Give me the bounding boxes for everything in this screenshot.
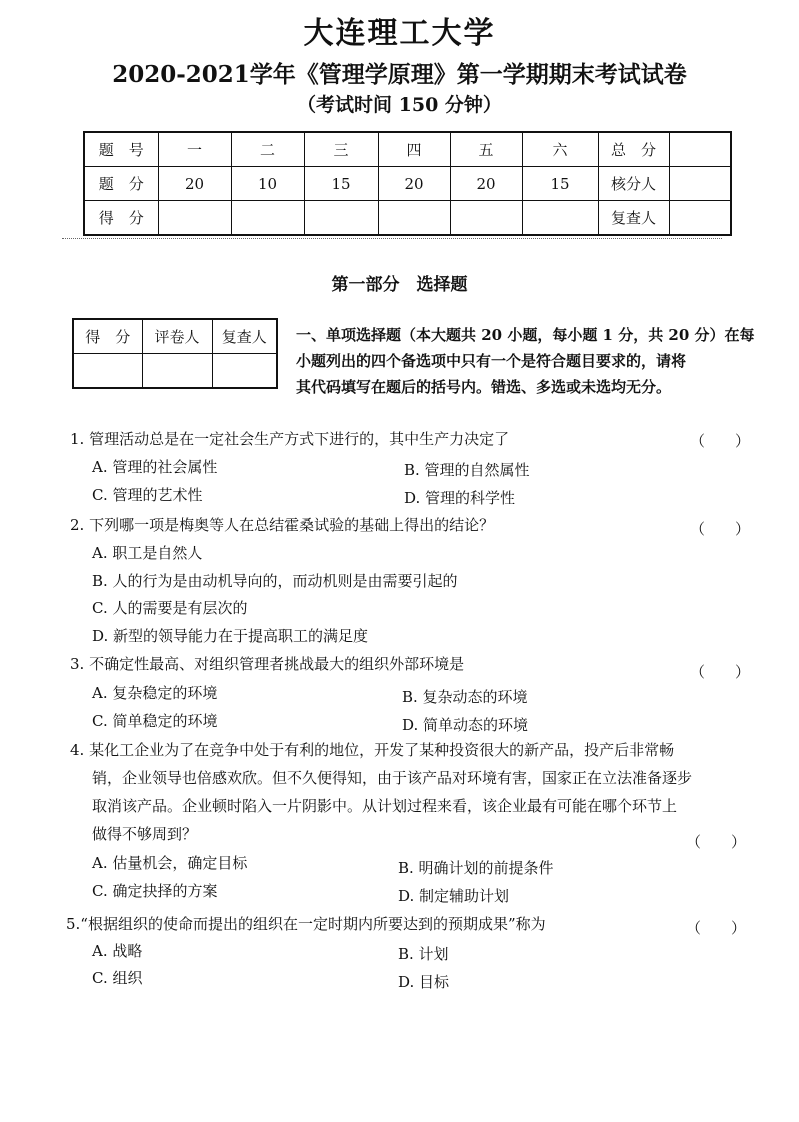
score-cell: 复查人	[598, 201, 669, 236]
question-4-stem-line: 做得不够周到？	[92, 825, 198, 843]
question-1-option-d: D. 管理的科学性	[404, 489, 516, 507]
score-cell: 20	[158, 167, 231, 201]
score-cell: 五	[450, 132, 522, 167]
score-cell: 四	[378, 132, 450, 167]
answer-blank[interactable]: （ ）	[690, 432, 751, 450]
question-2-option-d: D. 新型的领导能力在于提高职工的满足度	[92, 627, 369, 645]
score-cell: 一	[158, 132, 231, 167]
question-3-option-c: C. 简单稳定的环境	[92, 712, 218, 730]
score-table	[83, 131, 732, 236]
score-cell: 得 分	[84, 201, 158, 236]
question-4-option-c: C. 确定抉择的方案	[92, 882, 218, 900]
score-cell: 10	[231, 167, 304, 201]
section-instruction	[296, 322, 756, 400]
question-1-option-c: C. 管理的艺术性	[92, 486, 203, 504]
exam-title: 2020-2021学年《管理学原理》第一学期期末考试试卷	[112, 61, 687, 88]
score-cell: 15	[522, 167, 598, 201]
instruction-line: 小题列出的四个备选项中只有一个是符合题目要求的，请将	[296, 352, 687, 370]
question-5-option-c: C. 组织	[92, 969, 143, 987]
score-cell[interactable]	[158, 201, 231, 236]
question-4-stem-line: 销，企业领导也倍感欢欣。但不久便得知，由于该产品对环境有害，国家正在立法准备逐步	[92, 769, 693, 787]
score-cell[interactable]	[669, 167, 731, 201]
question-4-stem-line: 取消该产品。企业顿时陷入一片阴影中。从计划过程来看，该企业最有可能在哪个环节上	[92, 797, 678, 815]
score-row-score	[84, 201, 731, 236]
exam-time: （考试时间 150 分钟）	[297, 94, 502, 116]
score-cell[interactable]	[231, 201, 304, 236]
question-1-option-b: B. 管理的自然属性	[404, 461, 530, 479]
question-2-option-c: C. 人的需要是有层次的	[92, 599, 248, 617]
score-cell[interactable]	[522, 201, 598, 236]
question-3-option-b: B. 复杂动态的环境	[402, 688, 528, 706]
answer-blank[interactable]: （ ）	[686, 919, 747, 937]
question-4-option-b: B. 明确计划的前提条件	[398, 859, 554, 877]
grader-cell[interactable]	[212, 354, 277, 389]
grader-header: 评卷人	[142, 319, 212, 354]
grader-header: 复查人	[212, 319, 277, 354]
score-cell: 20	[378, 167, 450, 201]
score-row-question-number	[84, 132, 731, 167]
question-3-option-d: D. 简单动态的环境	[402, 716, 529, 734]
question-2-option-a: A. 职工是自然人	[92, 544, 203, 562]
score-cell: 总 分	[598, 132, 669, 167]
score-cell: 核分人	[598, 167, 669, 201]
question-4-option-a: A. 估量机会，确定目标	[92, 854, 248, 872]
score-cell: 二	[231, 132, 304, 167]
score-cell: 三	[304, 132, 378, 167]
question-5-option-b: B. 计划	[398, 945, 449, 963]
question-1-option-a: A. 管理的社会属性	[92, 458, 218, 476]
score-cell[interactable]	[378, 201, 450, 236]
grader-table	[72, 318, 278, 389]
question-4-option-d: D. 制定辅助计划	[398, 887, 510, 905]
score-cell: 20	[450, 167, 522, 201]
grader-header: 得 分	[73, 319, 142, 354]
score-cell: 15	[304, 167, 378, 201]
score-cell: 题 号	[84, 132, 158, 167]
score-cell[interactable]	[669, 132, 731, 167]
question-5-option-d: D. 目标	[398, 973, 450, 991]
grader-cell[interactable]	[73, 354, 142, 389]
question-5-stem: 5.“根据组织的使命而提出的组织在一定时期内所要达到的预期成果”称为	[66, 915, 546, 933]
university-name: 大连理工大学	[303, 16, 496, 51]
instruction-line: 其代码填写在题后的括号内。错选、多选或未选均无分。	[296, 378, 672, 396]
question-1-stem: 1. 管理活动总是在一定社会生产方式下进行的，其中生产力决定了	[70, 430, 510, 448]
instruction-line: 一、单项选择题（本大题共 20 小题，每小题 1 分，共 20 分）在每	[296, 326, 755, 344]
part-title: 第一部分 选择题	[331, 275, 468, 295]
question-2-option-b: B. 人的行为是由动机导向的，而动机则是由需要引起的	[92, 572, 458, 590]
answer-blank[interactable]: （ ）	[690, 663, 751, 681]
question-3-stem: 3. 不确定性最高、对组织管理者挑战最大的组织外部环境是	[70, 655, 465, 673]
score-row-points	[84, 167, 731, 201]
question-5-option-a: A. 战略	[92, 942, 143, 960]
score-cell[interactable]	[304, 201, 378, 236]
grader-cell[interactable]	[142, 354, 212, 389]
answer-blank[interactable]: （ ）	[690, 520, 751, 538]
score-cell[interactable]	[669, 201, 731, 236]
question-2-stem: 2. 下列哪一项是梅奥等人在总结霍桑试验的基础上得出的结论？	[70, 516, 495, 534]
score-cell: 题 分	[84, 167, 158, 201]
score-cell: 六	[522, 132, 598, 167]
answer-blank[interactable]: （ ）	[686, 833, 747, 851]
question-3-option-a: A. 复杂稳定的环境	[92, 684, 218, 702]
question-4-stem-line: 4. 某化工企业为了在竞争中处于有利的地位，开发了某种投资很大的新产品，投产后非常畅	[70, 741, 675, 759]
score-cell[interactable]	[450, 201, 522, 236]
divider	[62, 238, 722, 239]
